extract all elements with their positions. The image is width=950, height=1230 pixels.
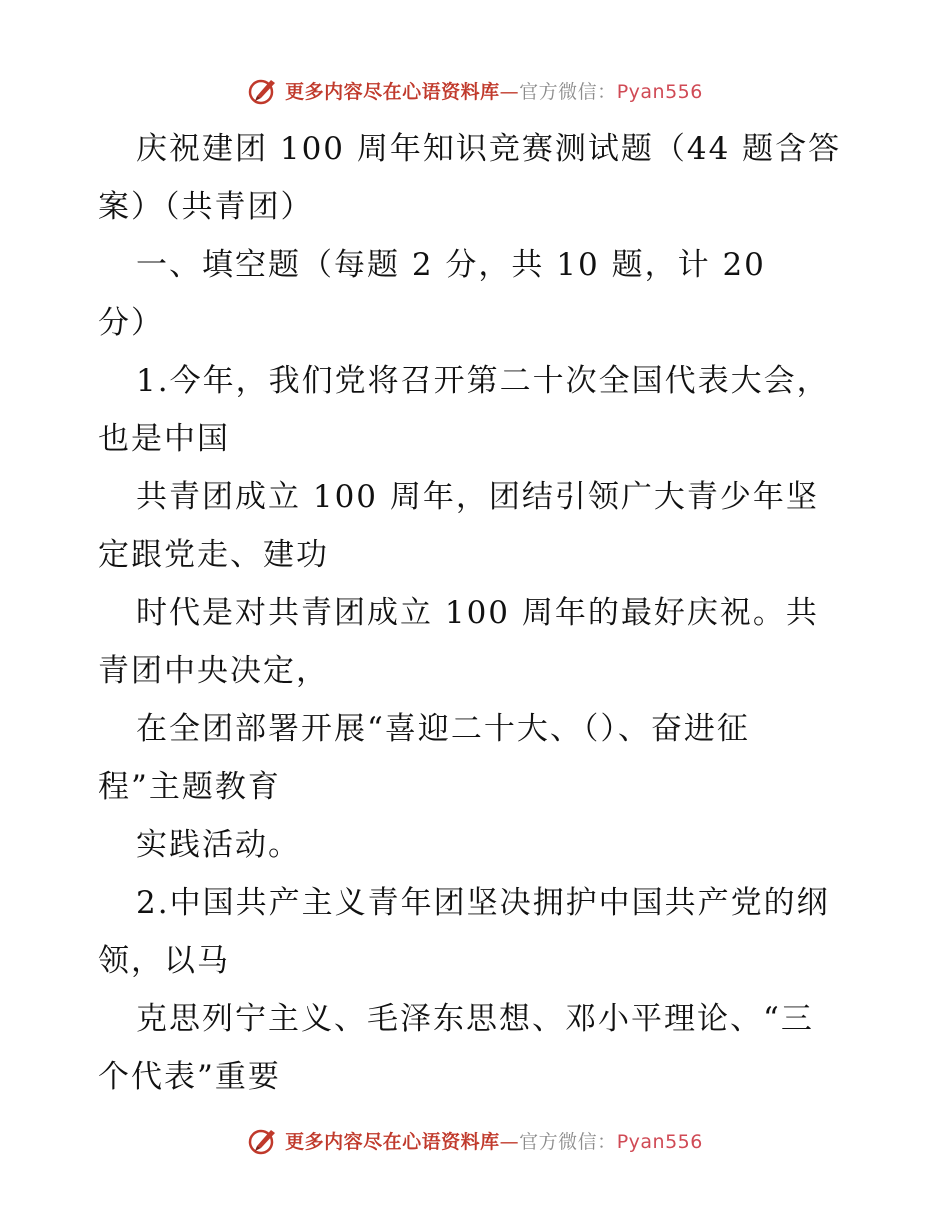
- pen-circle-logo-icon: [247, 1124, 279, 1156]
- watermark-dash: —: [499, 80, 520, 103]
- text-line: 程”主题教育: [98, 769, 281, 805]
- text-line: 案）（共青团）: [98, 189, 314, 225]
- watermark-text: [285, 1127, 703, 1154]
- text-line: 也是中国: [98, 421, 230, 457]
- header-watermark: [0, 70, 950, 110]
- watermark-brand: 更多内容尽在心语资料库: [285, 80, 500, 103]
- text-line: 在全团部署开展“喜迎二十大、（）、奋进征: [136, 711, 750, 747]
- text-line: 个代表”重要: [98, 1059, 281, 1095]
- text-line: 时代是对共青团成立 100 周年的最好庆祝。共: [136, 595, 819, 631]
- watermark-wechat-label: 官方微信：: [519, 1130, 617, 1153]
- pen-circle-logo-icon: [247, 74, 279, 106]
- text-line: 庆祝建团 100 周年知识竞赛测试题（44 题含答: [136, 131, 842, 167]
- watermark-dash: —: [499, 1130, 520, 1153]
- text-line: 2.中国共产主义青年团坚决拥护中国共产党的纲: [136, 885, 830, 921]
- document-body: [98, 120, 858, 1106]
- watermark-wechat-label: 官方微信：: [519, 80, 617, 103]
- watermark-text: [285, 77, 703, 104]
- watermark-wechat-id: Pyan556: [616, 1130, 703, 1153]
- watermark-brand: 更多内容尽在心语资料库: [285, 1130, 500, 1153]
- text-line: 领，以马: [98, 943, 230, 979]
- text-line: 实践活动。: [136, 827, 301, 863]
- text-line: 青团中央决定，: [98, 653, 329, 689]
- text-line: 分）: [98, 305, 164, 341]
- footer-watermark: [0, 1120, 950, 1160]
- text-line: 1.今年，我们党将召开第二十次全国代表大会，: [136, 363, 830, 399]
- text-line: 一、填空题（每题 2 分，共 10 题，计 20: [136, 247, 766, 283]
- text-line: 共青团成立 100 周年，团结引领广大青少年坚: [136, 479, 819, 515]
- text-line: 定跟党走、建功: [98, 537, 329, 573]
- watermark-wechat-id: Pyan556: [616, 80, 703, 103]
- text-line: 克思列宁主义、毛泽东思想、邓小平理论、“三: [136, 1001, 814, 1037]
